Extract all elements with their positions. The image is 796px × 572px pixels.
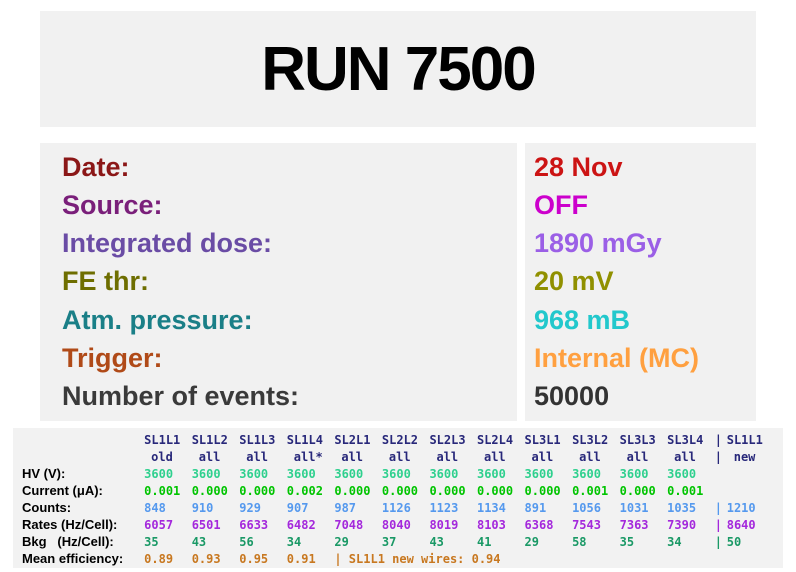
column-subheader: new bbox=[733, 449, 756, 464]
value-cell: 37 bbox=[381, 534, 397, 549]
value-cell: 8019 bbox=[429, 517, 459, 532]
value-cell: 3600 bbox=[667, 466, 697, 481]
separator-cell: | bbox=[714, 500, 722, 515]
column-subheader: all bbox=[531, 449, 554, 464]
value-cell: 1031 bbox=[619, 500, 649, 515]
value-cell: 3600 bbox=[286, 466, 316, 481]
column-subheader: all bbox=[341, 449, 364, 464]
info-value: OFF bbox=[534, 189, 588, 220]
column-header: SL2L2 bbox=[381, 432, 419, 447]
value-cell: 848 bbox=[144, 500, 166, 515]
column-subheader: all* bbox=[293, 449, 323, 464]
row-label: Current (μA): bbox=[22, 483, 103, 498]
value-cell bbox=[727, 482, 777, 499]
column-header: SL3L1 bbox=[524, 432, 561, 447]
column-header: SL1L4 bbox=[286, 432, 323, 447]
table-subheader-row bbox=[13, 448, 777, 465]
separator-cell bbox=[715, 465, 727, 482]
separator-cell bbox=[715, 482, 727, 499]
value-cell: 0.001 bbox=[667, 483, 704, 498]
title-panel bbox=[40, 11, 756, 127]
value-cell: 0.89 bbox=[144, 551, 174, 566]
info-label-panel bbox=[40, 143, 517, 421]
value-cell: 35 bbox=[144, 534, 159, 549]
value-cell: 3600 bbox=[429, 466, 459, 481]
table-corner-cell bbox=[13, 448, 144, 465]
column-subheader: all bbox=[198, 449, 221, 464]
value-cell: 1056 bbox=[572, 500, 601, 515]
value-cell: 3600 bbox=[524, 466, 554, 481]
value-cell: 6633 bbox=[239, 517, 269, 532]
row-note: | SL1L1 new wires: 0.94 bbox=[334, 551, 501, 566]
value-cell: 1035 bbox=[667, 500, 697, 515]
value-cell: 0.000 bbox=[239, 483, 276, 498]
column-subheader: all bbox=[388, 449, 411, 464]
info-value-panel bbox=[525, 143, 756, 421]
info-value: 1890 mGy bbox=[534, 228, 662, 259]
value-cell: 7390 bbox=[667, 517, 697, 532]
value-cell: 8640 bbox=[726, 517, 756, 532]
page-title: RUN 7500 bbox=[261, 34, 535, 104]
info-value: 968 mB bbox=[534, 304, 631, 335]
value-cell: 1134 bbox=[476, 500, 506, 515]
value-cell: 34 bbox=[667, 534, 682, 549]
run-summary-table-panel bbox=[13, 428, 783, 568]
value-cell: 8103 bbox=[476, 517, 506, 532]
value-cell: 1123 bbox=[429, 500, 459, 515]
column-header: SL1L1 bbox=[726, 432, 763, 447]
row-label: Counts: bbox=[22, 500, 72, 515]
value-cell: 43 bbox=[429, 534, 444, 549]
column-subheader: all bbox=[579, 449, 601, 464]
column-header: SL1L3 bbox=[239, 432, 276, 447]
table-row bbox=[13, 482, 777, 499]
table-row bbox=[13, 533, 777, 550]
value-cell: 0.000 bbox=[429, 483, 466, 498]
separator-cell: | bbox=[714, 432, 722, 447]
value-cell: 6368 bbox=[524, 517, 554, 532]
row-label: Rates (Hz/Cell): bbox=[22, 517, 118, 532]
table-header-row bbox=[13, 431, 777, 448]
column-header: SL1L1 bbox=[144, 432, 181, 447]
column-header: SL1L2 bbox=[191, 432, 228, 447]
value-cell: 3600 bbox=[572, 466, 601, 481]
value-cell: 35 bbox=[619, 534, 635, 549]
value-cell: 907 bbox=[286, 500, 309, 515]
info-value: 50000 bbox=[534, 381, 610, 412]
value-cell: 3600 bbox=[619, 466, 649, 481]
value-cell: 910 bbox=[191, 500, 214, 515]
table-row bbox=[13, 516, 777, 533]
value-cell: 0.000 bbox=[524, 483, 561, 498]
table-row bbox=[13, 465, 777, 482]
info-values-column bbox=[525, 143, 756, 421]
column-header: SL2L4 bbox=[476, 432, 514, 447]
separator-cell: | bbox=[714, 534, 722, 549]
column-header: SL3L3 bbox=[619, 432, 656, 447]
value-cell: 3600 bbox=[144, 466, 174, 481]
value-cell: 34 bbox=[286, 534, 302, 549]
row-label: HV (V): bbox=[22, 466, 66, 481]
column-header: SL2L3 bbox=[429, 432, 466, 447]
info-labels-column bbox=[40, 143, 517, 421]
value-cell: 0.93 bbox=[191, 551, 221, 566]
info-label: Integrated dose: bbox=[62, 228, 273, 259]
table-row bbox=[13, 499, 777, 516]
value-cell: 43 bbox=[191, 534, 207, 549]
value-cell: 7048 bbox=[334, 517, 364, 532]
info-label: Trigger: bbox=[62, 343, 163, 374]
column-subheader: all bbox=[483, 449, 506, 464]
table-row bbox=[13, 550, 777, 567]
column-subheader: all bbox=[246, 449, 268, 464]
info-value: 20 mV bbox=[534, 266, 614, 297]
value-cell: 891 bbox=[524, 500, 547, 515]
value-cell: 0.000 bbox=[381, 483, 419, 498]
separator-cell: | bbox=[714, 449, 722, 464]
value-cell: 6501 bbox=[191, 517, 221, 532]
column-header: SL2L1 bbox=[334, 432, 371, 447]
value-cell: 0.000 bbox=[191, 483, 228, 498]
info-label: FE thr: bbox=[62, 266, 149, 297]
value-cell: 41 bbox=[476, 534, 492, 549]
column-subheader: all bbox=[626, 449, 649, 464]
separator-cell: | bbox=[714, 517, 722, 532]
value-cell: 0.91 bbox=[286, 551, 316, 566]
value-cell: 7363 bbox=[619, 517, 649, 532]
column-subheader: old bbox=[151, 449, 173, 464]
value-cell: 929 bbox=[239, 500, 261, 515]
value-cell: 6482 bbox=[286, 517, 316, 532]
value-cell: 3600 bbox=[191, 466, 221, 481]
column-header: SL3L4 bbox=[667, 432, 704, 447]
info-value: 28 Nov bbox=[534, 151, 623, 182]
value-cell: 1210 bbox=[726, 500, 756, 515]
value-cell: 0.000 bbox=[476, 483, 514, 498]
value-cell: 3600 bbox=[381, 466, 411, 481]
value-cell: 29 bbox=[334, 534, 349, 549]
column-subheader: all bbox=[436, 449, 459, 464]
value-cell: 3600 bbox=[476, 466, 506, 481]
value-cell: 6057 bbox=[144, 517, 174, 532]
value-cell: 0.002 bbox=[286, 483, 323, 498]
value-cell: 0.000 bbox=[334, 483, 371, 498]
value-cell: 3600 bbox=[239, 466, 269, 481]
value-cell: 7543 bbox=[572, 517, 601, 532]
value-cell: 29 bbox=[524, 534, 539, 549]
info-value: Internal (MC) bbox=[534, 343, 699, 374]
column-subheader: all bbox=[674, 449, 696, 464]
column-header: SL3L2 bbox=[572, 432, 609, 447]
info-label: Source: bbox=[62, 189, 163, 220]
info-label: Date: bbox=[62, 151, 130, 182]
row-label: Bkg (Hz/Cell): bbox=[22, 534, 114, 549]
value-cell: 56 bbox=[239, 534, 254, 549]
value-cell bbox=[727, 465, 777, 482]
info-label: Number of events: bbox=[62, 381, 300, 412]
row-label: Mean efficiency: bbox=[22, 551, 124, 566]
value-cell: 3600 bbox=[334, 466, 364, 481]
run-summary-table bbox=[13, 431, 777, 567]
table-corner-cell bbox=[13, 431, 144, 448]
value-cell: 0.95 bbox=[239, 551, 269, 566]
value-cell: 8040 bbox=[381, 517, 411, 532]
value-cell: 0.001 bbox=[572, 483, 609, 498]
value-cell: 1126 bbox=[381, 500, 411, 515]
value-cell: 0.000 bbox=[619, 483, 656, 498]
value-cell: 50 bbox=[726, 534, 742, 549]
value-cell: 58 bbox=[572, 534, 587, 549]
value-cell: 987 bbox=[334, 500, 357, 515]
info-label: Atm. pressure: bbox=[62, 304, 253, 335]
value-cell: 0.001 bbox=[144, 483, 181, 498]
